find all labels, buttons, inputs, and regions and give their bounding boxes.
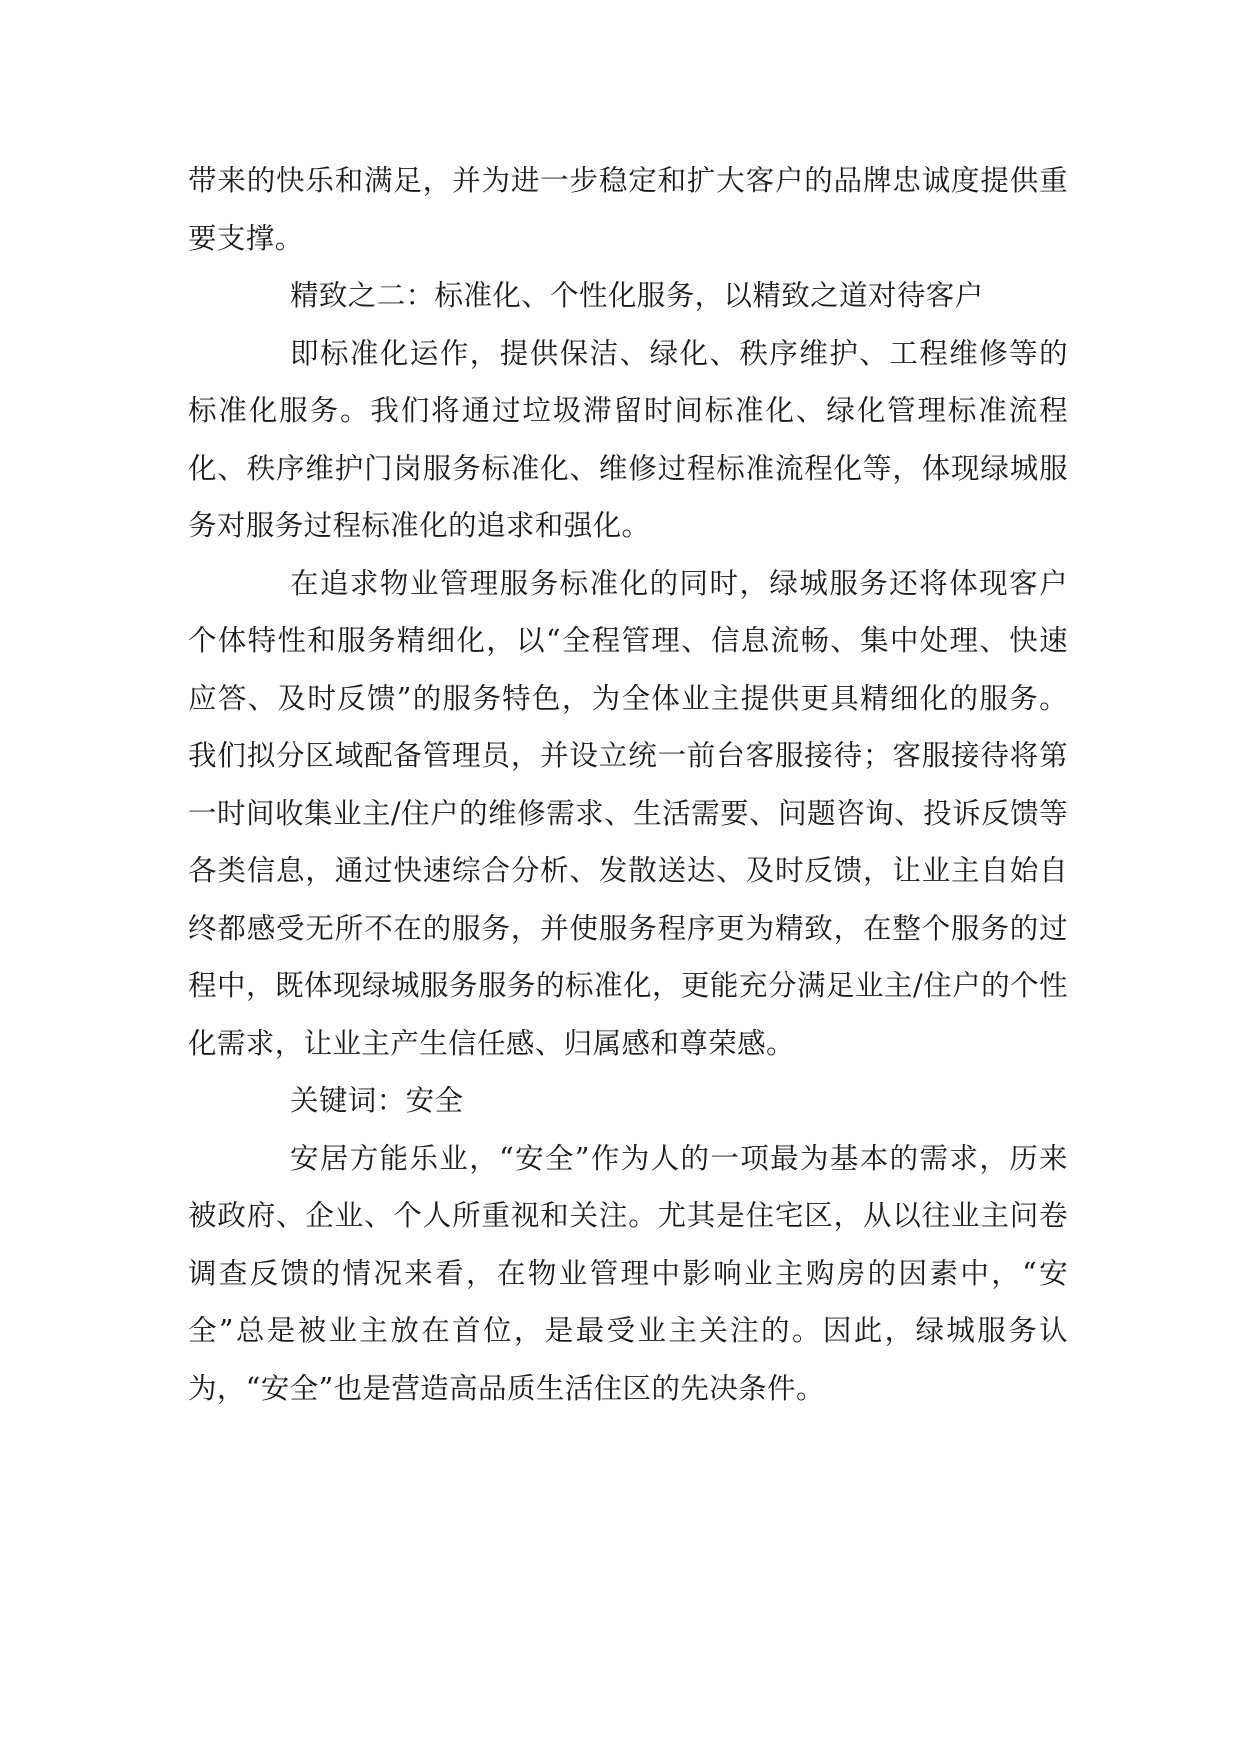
keyword-heading-safety: 关键词：安全 <box>290 1084 464 1117</box>
paragraph-personalization: 在追求物业管理服务标准化的同时，绿城服务还将体现客户个体特性和服务精细化，以“全程管理、信息流畅、集中处理、快速应答、及时反馈”的服务特色，为全体业主提供更具精细化的服务。我们拟分区域配备管理员，并设立统一前台客服接待；客服接待将第一时间收集业主/住户的维修需求、生活需要、问题咨询、投诉反馈等各类信息，通过快速综合分析、发散送达、及时反馈，让业主自始自终都感受无所不在的服务，并使服务程序更为精致，在整个服务的过程中，既体现绿城服务服务的标准化，更能充分满足业主/住户的个性化需求，让业主产生信任感、归属感和尊荣感。 <box>188 566 1068 1060</box>
paragraph-continuation: 带来的快乐和满足，并为进一步稳定和扩大客户的品牌忠诚度提供重要支撑。 <box>188 164 1068 255</box>
section-heading-jingzhi-2: 精致之二：标准化、个性化服务，以精致之道对待客户 <box>290 279 984 312</box>
paragraph-standardization: 即标准化运作，提供保洁、绿化、秩序维护、工程维修等的标准化服务。我们将通过垃圾滞留时间标准化、绿化管理标准流程化、秩序维护门岗服务标准化、维修过程标准流程化等，体现绿城服务对服务过程标准化的追求和强化。 <box>188 336 1068 542</box>
document-body <box>188 152 1068 1417</box>
paragraph-safety: 安居方能乐业，“安全”作为人的一项最为基本的需求，历来被政府、企业、个人所重视和关注。尤其是住宅区，从以往业主问卷调查反馈的情况来看，在物业管理中影响业主购房的因素中，“安全”总是被业主放在首位，是最受业主关注的。因此，绿城服务认为，“安全”也是营造高品质生活住区的先决条件。 <box>188 1141 1068 1405</box>
